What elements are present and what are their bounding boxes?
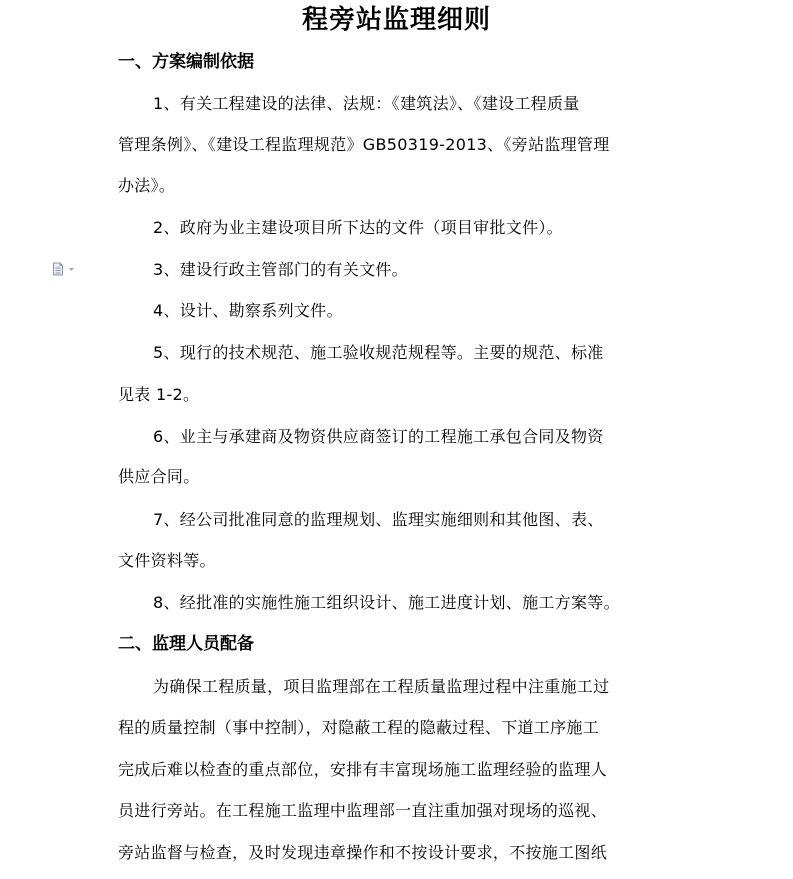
paragraph-line: 1、有关工程建设的法律、法规：《建筑法》、《建设工程质量 — [153, 94, 580, 113]
paragraph-line: 为确保工程质量，项目监理部在工程质量监理过程中注重施工过 — [153, 677, 610, 696]
paragraph-line: 8、经批准的实施性施工组织设计、施工进度计划、施工方案等。 — [153, 593, 620, 612]
paragraph-line: 4、设计、勘察系列文件。 — [153, 301, 343, 320]
paragraph-line: 2、政府为业主建设项目所下达的文件（项目审批文件）。 — [153, 218, 563, 237]
paragraph-line: 文件资料等。 — [118, 551, 216, 570]
section-heading-basis: 一、方案编制依据 — [118, 52, 254, 72]
paragraph-line: 完成后难以检查的重点部位，安排有丰富现场施工监理经验的监理人 — [118, 760, 608, 779]
paragraph-line: 6、业主与承建商及物资供应商签订的工程施工承包合同及物资 — [153, 427, 604, 446]
paragraph-line: 见表 1-2。 — [118, 385, 200, 404]
document-title: 程旁站监理细则 — [301, 5, 491, 35]
paragraph-line: 程的质量控制（事中控制），对隐蔽工程的隐蔽过程、下道工序施工 — [118, 718, 600, 737]
paragraph-line: 供应合同。 — [118, 467, 200, 486]
document-dropdown-icon[interactable] — [52, 261, 78, 275]
paragraph-line: 办法》。 — [118, 176, 176, 195]
paragraph-line: 管理条例》、《建设工程监理规范》GB50319-2013、《旁站监理管理 — [118, 135, 610, 154]
section-heading-staffing: 二、监理人员配备 — [118, 634, 254, 654]
paragraph-line: 3、建设行政主管部门的有关文件。 — [153, 260, 408, 279]
paragraph-line: 旁站监督与检查，及时发现违章操作和不按设计要求，不按施工图纸 — [118, 843, 608, 862]
paragraph-line: 7、经公司批准同意的监理规划、监理实施细则和其他图、表、 — [153, 510, 604, 529]
paragraph-line: 员进行旁站。在工程施工监理中监理部一直注重加强对现场的巡视、 — [118, 801, 608, 820]
paragraph-line: 5、现行的技术规范、施工验收规范规程等。主要的规范、标准 — [153, 343, 604, 362]
